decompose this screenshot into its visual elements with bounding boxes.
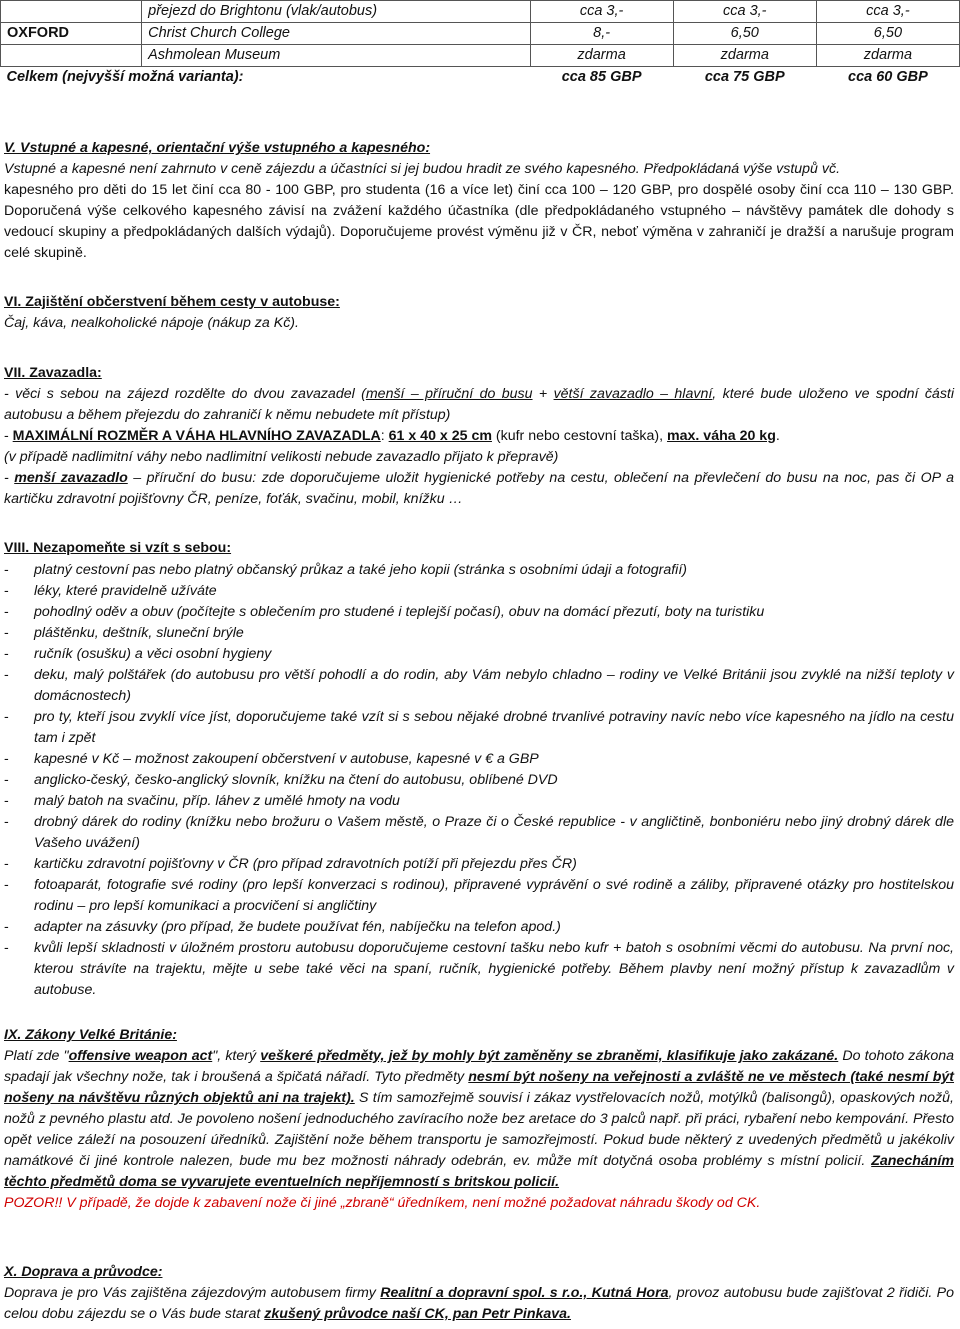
value-cell: 6,50 <box>816 23 959 45</box>
section-10-heading: X. Doprava a průvodce: <box>4 1264 163 1280</box>
list-item: - ručník (osušku) a věci osobní hygieny <box>4 644 954 665</box>
text: - věci s sebou na zájezd rozdělte do dvou zavazadel ( <box>4 386 366 402</box>
text: : <box>380 428 389 444</box>
value-cell: zdarma <box>530 45 673 67</box>
list-item: - pro ty, kteří jsou zvyklí více jíst, doporučujeme také vzít si s sebou nějaké drobné trvanlivé potraviny navíc nebo více kapesného na jídlo na cestu tam i zpět <box>4 707 954 749</box>
city-cell <box>1 1 142 23</box>
section-6 <box>4 292 954 334</box>
weight-value: max. váha 20 kg <box>667 428 776 444</box>
section-9-heading: IX. Zákony Velké Británie: <box>4 1027 177 1043</box>
table-row <box>1 45 960 67</box>
total-value: cca 75 GBP <box>704 69 785 85</box>
section-5-intro: Vstupné a kapesné není zahrnuto v ceně zájezdu a účastníci si jej budou hradit ze svého kapesného. Předpokládaná výše vstupů vč. <box>4 161 841 177</box>
text: – příruční do busu: zde doporučujeme uložit hygienické potřeby na cestu, oblečení na převlečení do busu na noc, pas či OP a kartičku zdravotní pojišťovny ČR, peníze, foťák, svačinu, mobil, knížku … <box>4 470 954 507</box>
text: S tím samozřejmě souvisí i zákaz vystřelovacích nožů, motýlků (balisongů), opaskových nožů, nožů z pevného plastu atd. Je povoleno nošení jednoduchého zavíracího nože bez aretace do 3 palců např. při práci, rybaření nebo kempování. Přesto opět velice záleží na posouzení úředníků. Zajištění nože během transportu je samozřejmostí. Pokud bude některý z uvedených předmětů u jakékoliv namátkové či jiné kontrole nalezen, bude mu bez možnosti náhrady odebrán, ev. může mít dotyčná osoba problémy s místní policií. <box>4 1090 955 1169</box>
item-cell: Christ Church College <box>142 23 530 45</box>
total-row <box>1 67 960 89</box>
text: Do tohoto zákona spadají jak všechny nože, tak i broušená a špičatá nářadí. Tyto předměty <box>4 1048 955 1085</box>
warning-text: POZOR!! V případě, že dojde k zabavení nože či jiné „zbraně“ úředníkem, není možné požadovat náhradu škody od CK. <box>4 1195 761 1211</box>
law-advice: Zanecháním těchto předmětů doma se vyvarujete eventuelních nepříjemností s britskou policií. <box>4 1153 954 1190</box>
list-item: - kapesné v Kč – možnost zakoupení občerstvení v autobuse, kapesné v € a GBP <box>4 749 954 770</box>
total-value: cca 85 GBP <box>561 69 642 85</box>
text: - <box>4 470 15 486</box>
section-10 <box>4 1262 954 1325</box>
list-item: - kvůli lepší skladnosti v úložném prostoru autobusu doporučujeme cestovní tašku nebo kufr + batoh s osobními věcmi do autobusu. Na první noc, kterou strávíte na trajektu, mějte u sebe také věci na spaní, ručník, hygienické potřeby. Během plavby není možný přístup k zavazadlům v autobuse. <box>4 938 954 1001</box>
list-item: - léky, které pravidelně užíváte <box>4 581 954 602</box>
total-label: Celkem (nejvyšší možná varianta): <box>6 69 244 85</box>
value-cell: cca 3,- <box>673 1 816 23</box>
value-cell: zdarma <box>816 45 959 67</box>
list-item: - platný cestovní pas nebo platný občanský průkaz a také jeho kopii (stránka s osobními údaji a fotografií) <box>4 560 954 581</box>
text: , které bude uloženo ve spodní části autobusu a během přejezdu do zahraničí k němu nebudete mít přístup) <box>4 386 955 423</box>
table-row <box>1 1 960 23</box>
text: Doprava je pro Vás zajištěna zájezdovým autobusem firmy <box>4 1285 381 1301</box>
section-5-body: kapesného pro děti do 15 let činí cca 80 - 100 GBP, pro studenta (16 a více let) činí cca 100 – 120 GBP, pro dospělé osoby činí cca 110 – 130 GBP. Doporučená výše celkového kapesného závisí na zvážení každého účastníka (dle předpokládaného vstupného – návštěvy památek dle dohody s vedoucí skupiny a předpokládaných dalších výdajů). Doporučujeme provést výměnu již v ČR, neboť výměna v zahraničí je dražší a narušuje program celé skupině. <box>4 182 954 261</box>
city-cell: OXFORD <box>1 23 142 45</box>
text: . <box>775 428 780 444</box>
text: , provoz autobusu bude zajišťovat 2 řidiči. Po celou dobu zájezdu se o Vás bude starat <box>4 1285 954 1322</box>
law-restriction: nesmí být nošeny na veřejnosti a zvláště ne ve městech (také nesmí být nošeny na návštěvu různých objektů ani na trajekt). <box>4 1069 955 1106</box>
city-cell <box>1 45 142 67</box>
list-item: - fotoaparát, fotografie své rodiny (pro lepší konverzaci s rodinou), připravené vyprávění o své rodině a záliby, připravené otázky pro hostitelskou rodinu – pro lepší komunikaci a procvičení si angličtiny <box>4 875 954 917</box>
section-7-heading: VII. Zavazadla: <box>4 365 102 381</box>
list-item: - malý batoh na svačinu, příp. láhev z umělé hmoty na vodu <box>4 791 954 812</box>
section-5-heading: V. Vstupné a kapesné, orientační výše vstupného a kapesného: <box>4 140 431 156</box>
luggage-line-4 <box>4 468 954 510</box>
total-value: cca 60 GBP <box>848 69 928 85</box>
big-luggage-label: větší zavazadlo – hlavní <box>553 386 713 402</box>
value-cell: 8,- <box>530 23 673 45</box>
list-item: - pláštěnku, deštník, sluneční brýle <box>4 623 954 644</box>
item-cell: přejezd do Brightonu (vlak/autobus) <box>142 1 530 23</box>
small-luggage-label: menší – příruční do busu <box>365 386 533 402</box>
luggage-line-3: (v případě nadlimitní váhy nebo nadlimitní velikosti nebude zavazadlo přijato k přepravě) <box>4 449 559 465</box>
tour-guide: zkušený průvodce naší CK, pan Petr Pinkava. <box>264 1306 571 1322</box>
value-cell: cca 3,- <box>816 1 959 23</box>
value-cell: zdarma <box>673 45 816 67</box>
section-9-body <box>4 1046 954 1193</box>
law-name: offensive weapon act <box>68 1048 213 1064</box>
luggage-line-2 <box>4 426 954 447</box>
text: Platí zde " <box>4 1048 69 1064</box>
list-item: - adapter na zásuvky (pro případ, že budete používat fén, nabíječku na telefon apod.) <box>4 917 954 938</box>
section-6-heading: VI. Zajištění občerstvení během cesty v autobuse: <box>4 294 340 310</box>
section-10-body <box>4 1283 954 1325</box>
text: ", který <box>212 1048 261 1064</box>
section-5 <box>4 138 954 264</box>
max-size-label: MAXIMÁLNÍ ROZMĚR A VÁHA HLAVNÍHO ZAVAZADLA <box>12 428 381 444</box>
value-cell: cca 3,- <box>530 1 673 23</box>
table-row <box>1 23 960 45</box>
text: - <box>4 428 13 444</box>
luggage-line-1 <box>4 384 954 426</box>
cost-table <box>0 0 960 88</box>
list-item: - deku, malý polštářek (do autobusu pro větší pohodlí a do rodin, aby Vám nebylo chladno – rodiny ve Velké Británii jsou zvyklé na nižší teploty v domácnostech) <box>4 665 954 707</box>
bus-company: Realitní a dopravní spol. s r.o., Kutná Hora <box>380 1285 669 1301</box>
section-6-body: Čaj, káva, nealkoholické nápoje (nákup za Kč). <box>4 315 299 331</box>
item-cell: Ashmolean Museum <box>142 45 530 67</box>
value-cell: 6,50 <box>673 23 816 45</box>
list-item: - pohodlný oděv a obuv (počítejte s oblečením pro studené i teplejší počasí), obuv na domácí přezutí, boty na turistiku <box>4 602 954 623</box>
section-8 <box>4 538 954 1001</box>
small-luggage-title: menší zavazadlo <box>14 470 128 486</box>
text: + <box>532 386 554 402</box>
law-rule: veškeré předměty, jež by mohly být zaměněny se zbraněmi, klasifikuje jako zakázané. <box>260 1048 839 1064</box>
list-item: - anglicko-český, česko-anglický slovník, knížku na čtení do autobusu, oblíbené DVD <box>4 770 954 791</box>
list-item: - kartičku zdravotní pojišťovny v ČR (pro případ zdravotních potíží při přejezdu přes ČR) <box>4 854 954 875</box>
size-value: 61 x 40 x 25 cm <box>388 428 492 444</box>
section-8-heading: VIII. Nezapomeňte si vzít s sebou: <box>4 540 232 556</box>
section-9 <box>4 1025 954 1214</box>
packing-list <box>4 560 954 1001</box>
text: (kufr nebo cestovní taška), <box>491 428 668 444</box>
section-7 <box>4 363 954 510</box>
list-item: - drobný dárek do rodiny (knížku nebo brožuru o Vašem městě, o Praze či o České republice - v angličtině, bonboniéru nebo jiný drobný dárek dle Vašeho uvážení) <box>4 812 954 854</box>
